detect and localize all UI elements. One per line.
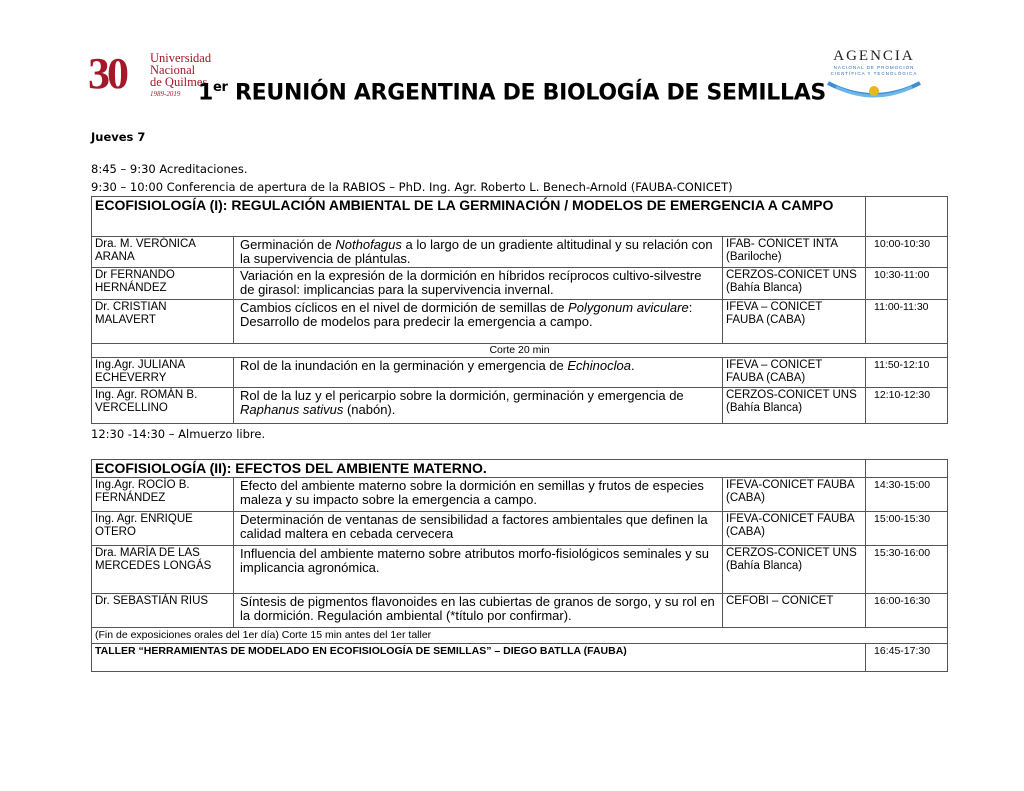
agency-logo: AGENCIA NACIONAL DE PROMOCIÓN CIENTÍFICA Y TECNOLÓGICA xyxy=(824,48,924,106)
session2-header: ECOFISIOLOGÍA (II): EFECTOS DEL AMBIENTE MATERNO. xyxy=(92,460,866,478)
page-title: 1er REUNIÓN ARGENTINA DE BIOLOGÍA DE SEMILLAS xyxy=(198,80,826,106)
lunch-line: 12:30 -14:30 – Almuerzo libre. xyxy=(91,427,266,441)
university-logo-years: 1989-2019 xyxy=(150,90,181,98)
session2-table xyxy=(91,459,948,672)
session1-header: ECOFISIOLOGÍA (I): REGULACIÓN AMBIENTAL DE LA GERMINACIÓN / MODELOS DE EMERGENCIA A CAMPO xyxy=(92,197,866,237)
table-row: Dr. CRISTIAN MALAVERT Cambios cíclicos en el nivel de dormición de semillas de Polygonum aviculare: Desarrollo de modelos para predecir la emergencia a campo. IFEVA – CONICET FAUBA (CABA) 11:00-11:30 xyxy=(92,300,948,344)
table-row: Ing.Agr. ROCÍO B. FERNÁNDEZ Efecto del ambiente materno sobre la dormición en semillas y frutos de especies maleza y su impacto sobre la emergencia a campo. IFEVA-CONICET FAUBA (CABA) 14:30-15:00 xyxy=(92,478,948,512)
workshop-row: TALLER “HERRAMIENTAS DE MODELADO EN ECOFISIOLOGÍA DE SEMILLAS” – DIEGO BATLLA (FAUBA) xyxy=(92,644,866,672)
table-row: Ing. Agr. ROMÁN B. VERCELLINO Rol de la luz y el pericarpio sobre la dormición, germinación y emergencia de Raphanus sativus (nabón). CERZOS-CONICET UNS (Bahía Blanca) 12:10-12:30 xyxy=(92,388,948,424)
schedule-line-opening: 9:30 – 10:00 Conferencia de apertura de la RABIOS – PhD. Ing. Agr. Roberto L. Benech-Arnold (FAUBA-CONICET) xyxy=(91,180,733,194)
workshop-time: 16:45-17:30 xyxy=(866,644,948,672)
schedule-line-accreditation: 8:45 – 9:30 Acreditaciones. xyxy=(91,162,248,176)
day-heading: Jueves 7 xyxy=(91,130,146,144)
table-row: Ing. Agr. ENRIQUE OTERO Determinación de ventanas de sensibilidad a factores ambientales que definen la calidad maltera en cebada cervecera IFEVA-CONICET FAUBA (CABA) 15:00-15:30 xyxy=(92,512,948,546)
table-row: Ing.Agr. JULIANA ECHEVERRY Rol de la inundación en la germinación y emergencia de Echinocloa. IFEVA – CONICET FAUBA (CABA) 11:50-12:10 xyxy=(92,358,948,388)
university-logo-number: 30 xyxy=(88,49,126,98)
session2-note: (Fin de exposiciones orales del 1er día) Corte 15 min antes del 1er taller xyxy=(92,628,948,644)
break-row: Corte 20 min xyxy=(92,344,948,358)
table-row: Dra. M. VERÓNICA ARANA Germinación de Nothofagus a lo largo de un gradiente altitudinal y su relación con la supervivencia de plántulas. IFAB- CONICET INTA (Bariloche) 10:00-10:30 xyxy=(92,237,948,268)
agency-name: AGENCIA xyxy=(833,48,915,64)
university-logo-text: Universidad Nacional de Quilmes xyxy=(150,51,212,89)
session1-table xyxy=(91,196,948,424)
table-row: Dra. MARÍA DE LAS MERCEDES LONGÁS Influencia del ambiente materno sobre atributos morfo-fisiológicos seminales y su implicancia agronómica. CERZOS-CONICET UNS (Bahía Blanca) 15:30-16:00 xyxy=(92,546,948,594)
table-row: Dr. SEBASTIÁN RIUS Síntesis de pigmentos flavonoides en las cubiertas de granos de sorgo, y su rol en la dormición. Regulación ambiental (*título por confirmar). CEFOBI – CONICET 16:00-16:30 xyxy=(92,594,948,628)
table-row: Dr FERNANDO HERNÁNDEZ Variación en la expresión de la dormición en híbridos recíprocos cultivo-silvestre de girasol: implicancias para la supervivencia invernal. CERZOS-CONICET UNS (Bahía Blanca) 10:30-11:00 xyxy=(92,268,948,300)
